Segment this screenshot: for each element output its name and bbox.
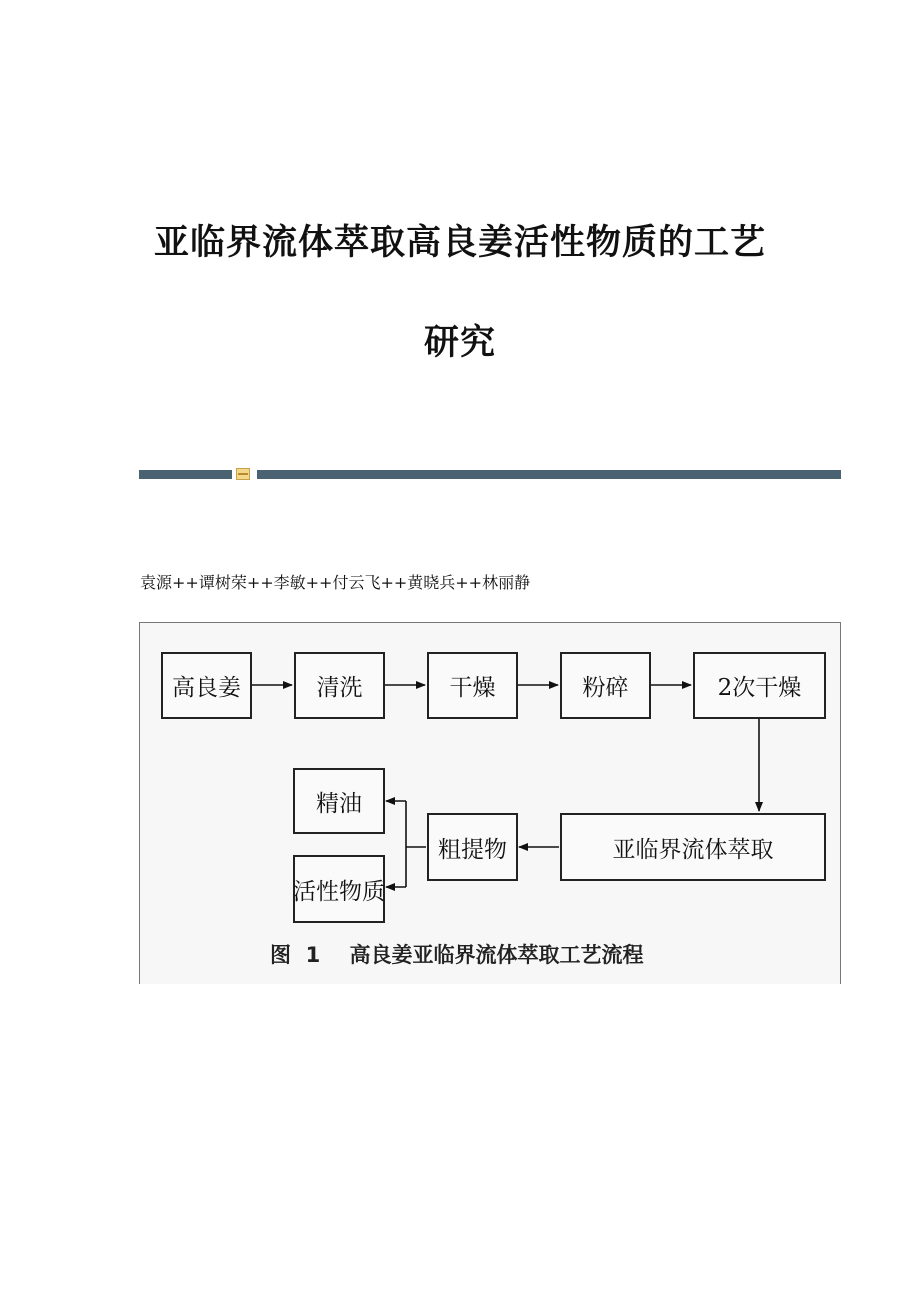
node-crush: 粉碎 bbox=[560, 652, 651, 719]
divider-bar-left bbox=[139, 470, 232, 479]
envelope-icon bbox=[236, 468, 250, 480]
author-list: 袁源++谭树荣++李敏++付云飞++黄晓兵++林丽静 bbox=[140, 573, 531, 592]
node-galangal: 高良姜 bbox=[161, 652, 252, 719]
figure-caption: 图 1 高良姜亚临界流体萃取工艺流程 bbox=[270, 943, 644, 967]
document-title-line-1: 亚临界流体萃取高良姜活性物质的工艺 bbox=[153, 222, 766, 263]
process-flow-figure bbox=[139, 622, 841, 984]
node-wash: 清洗 bbox=[294, 652, 385, 719]
node-essential-oil: 精油 bbox=[293, 768, 385, 834]
divider-bar-right bbox=[257, 470, 841, 479]
node-second-dry: 2次干燥 bbox=[693, 652, 826, 719]
node-dry: 干燥 bbox=[427, 652, 518, 719]
node-crude-extract: 粗提物 bbox=[427, 813, 518, 881]
node-active-substance: 活性物质 bbox=[293, 855, 385, 923]
node-extraction: 亚临界流体萃取 bbox=[560, 813, 826, 881]
document-title-line-2: 研究 bbox=[423, 322, 496, 363]
